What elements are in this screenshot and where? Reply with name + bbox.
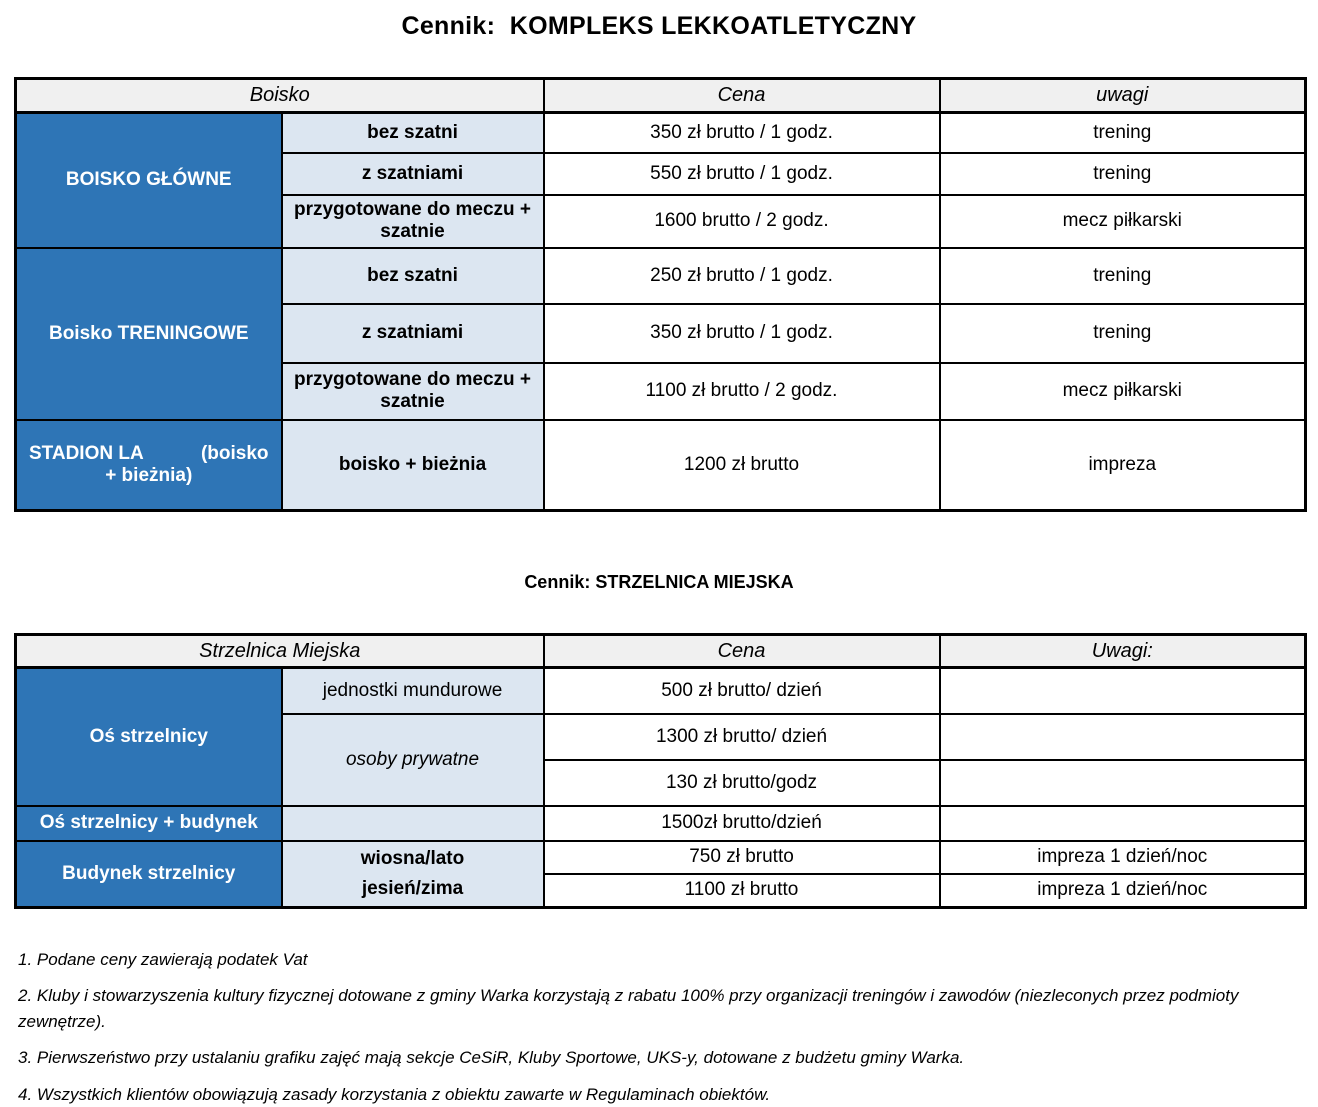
t1-bg-price-bez-szatni: 350 zł brutto / 1 godz. [544,113,940,153]
t2-header-strzelnica: Strzelnica Miejska [16,635,544,668]
t2-note-wiosna-lato: impreza 1 dzień/noc [940,841,1306,874]
season-jesien-zima: jesień/zima [291,874,535,904]
t1-bg-price-z-szatniami: 550 zł brutto / 1 godz. [544,153,940,195]
t2-group-os-budynek: Oś strzelnicy + budynek [16,806,282,841]
t1-group-boisko-treningowe: Boisko TRENINGOWE [16,248,282,420]
t2-sub-osoby-prywatne: osoby prywatne [282,714,544,806]
footnote-1: 1. Podane ceny zawierają podatek Vat [18,947,1302,973]
t2-note-mundurowe [940,668,1306,714]
page-title: Cennik: KOMPLEKS LEKKOATLETYCZNY [14,0,1304,41]
t1-bg-note-bez-szatni: trening [940,113,1306,153]
t1-stadion-price: 1200 zł brutto [544,420,940,511]
t2-note-os-budynek [940,806,1306,841]
t1-bg-note-przygotowane: mecz piłkarski [940,195,1306,248]
t1-header-boisko: Boisko [16,79,544,113]
season-wiosna-lato: wiosna/lato [291,844,535,874]
table-row [16,420,1306,511]
t2-header-row [16,635,1306,668]
table-kompleks-lekkoatletyczny [14,77,1307,512]
t1-bt-sub-bez-szatni: bez szatni [282,248,544,304]
t2-sub-jednostki-mundurowe: jednostki mundurowe [282,668,544,714]
t2-sub-os-budynek-empty [282,806,544,841]
t1-header-uwagi: uwagi [940,79,1306,113]
t2-price-mundurowe: 500 zł brutto/ dzień [544,668,940,714]
table-row [16,806,1306,841]
t2-note-prywatne-godz [940,760,1306,806]
t2-price-prywatne-godz: 130 zł brutto/godz [544,760,940,806]
t2-group-budynek-strzelnicy: Budynek strzelnicy [16,841,282,908]
t1-bt-note-przygotowane: mecz piłkarski [940,363,1306,420]
footnote-2: 2. Kluby i stowarzyszenia kultury fizycznej dotowane z gminy Warka korzystają z rabatu 100% przy organizacji treningów i zawodów (niezleconych przez podmioty zewnętrze). [18,983,1302,1034]
t2-price-prywatne-dzien: 1300 zł brutto/ dzień [544,714,940,760]
table-strzelnica-miejska [14,633,1307,909]
footnote-4: 4. Wszystkich klientów obowiązują zasady korzystania z obiektu zawarte w Regulaminach obiektów. [18,1082,1302,1107]
t1-bt-note-z-szatniami: trening [940,304,1306,363]
table-row [16,841,1306,874]
second-section-title: Cennik: STRZELNICA MIEJSKA [14,572,1304,593]
t1-header-cena: Cena [544,79,940,113]
t2-group-os-strzelnicy: Oś strzelnicy [16,668,282,806]
table-row [16,248,1306,304]
t2-header-uwagi: Uwagi: [940,635,1306,668]
t1-header-row [16,79,1306,113]
t1-bg-sub-z-szatniami: z szatniami [282,153,544,195]
t1-bt-price-przygotowane: 1100 zł brutto / 2 godz. [544,363,940,420]
stadion-la-paren-open: (boisko [201,443,269,465]
t2-price-jesien-zima: 1100 zł brutto [544,874,940,907]
t1-stadion-sub: boisko + bieżnia [282,420,544,511]
table-row [16,668,1306,714]
t1-bt-price-bez-szatni: 250 zł brutto / 1 godz. [544,248,940,304]
t2-note-prywatne-dzien [940,714,1306,760]
stadion-la-line1 [25,443,273,465]
stadion-la-label: STADION LA [29,443,144,465]
t2-header-cena: Cena [544,635,940,668]
t1-bg-sub-bez-szatni: bez szatni [282,113,544,153]
t1-bt-sub-przygotowane: przygotowane do meczu + szatnie [282,363,544,420]
t1-bg-price-przygotowane: 1600 brutto / 2 godz. [544,195,940,248]
t2-sub-seasons [282,841,544,908]
t1-group-stadion-la [16,420,282,511]
table-row [16,113,1306,153]
t2-price-wiosna-lato: 750 zł brutto [544,841,940,874]
t1-bg-sub-przygotowane: przygotowane do meczu + szatnie [282,195,544,248]
t1-bg-note-z-szatniami: trening [940,153,1306,195]
t1-stadion-note: impreza [940,420,1306,511]
stadion-la-line2: + bieżnia) [25,465,273,487]
t1-bt-sub-z-szatniami: z szatniami [282,304,544,363]
t2-price-os-budynek: 1500zł brutto/dzień [544,806,940,841]
t1-group-boisko-glowne: BOISKO GŁÓWNE [16,113,282,248]
t2-note-jesien-zima: impreza 1 dzień/noc [940,874,1306,907]
t1-bt-price-z-szatniami: 350 zł brutto / 1 godz. [544,304,940,363]
footnotes-section [14,947,1302,1107]
footnote-3: 3. Pierwszeństwo przy ustalaniu grafiku zajęć mają sekcje CeSiR, Kluby Sportowe, UKS-y, dotowane z budżetu gminy Warka. [18,1045,1302,1071]
t1-bt-note-bez-szatni: trening [940,248,1306,304]
